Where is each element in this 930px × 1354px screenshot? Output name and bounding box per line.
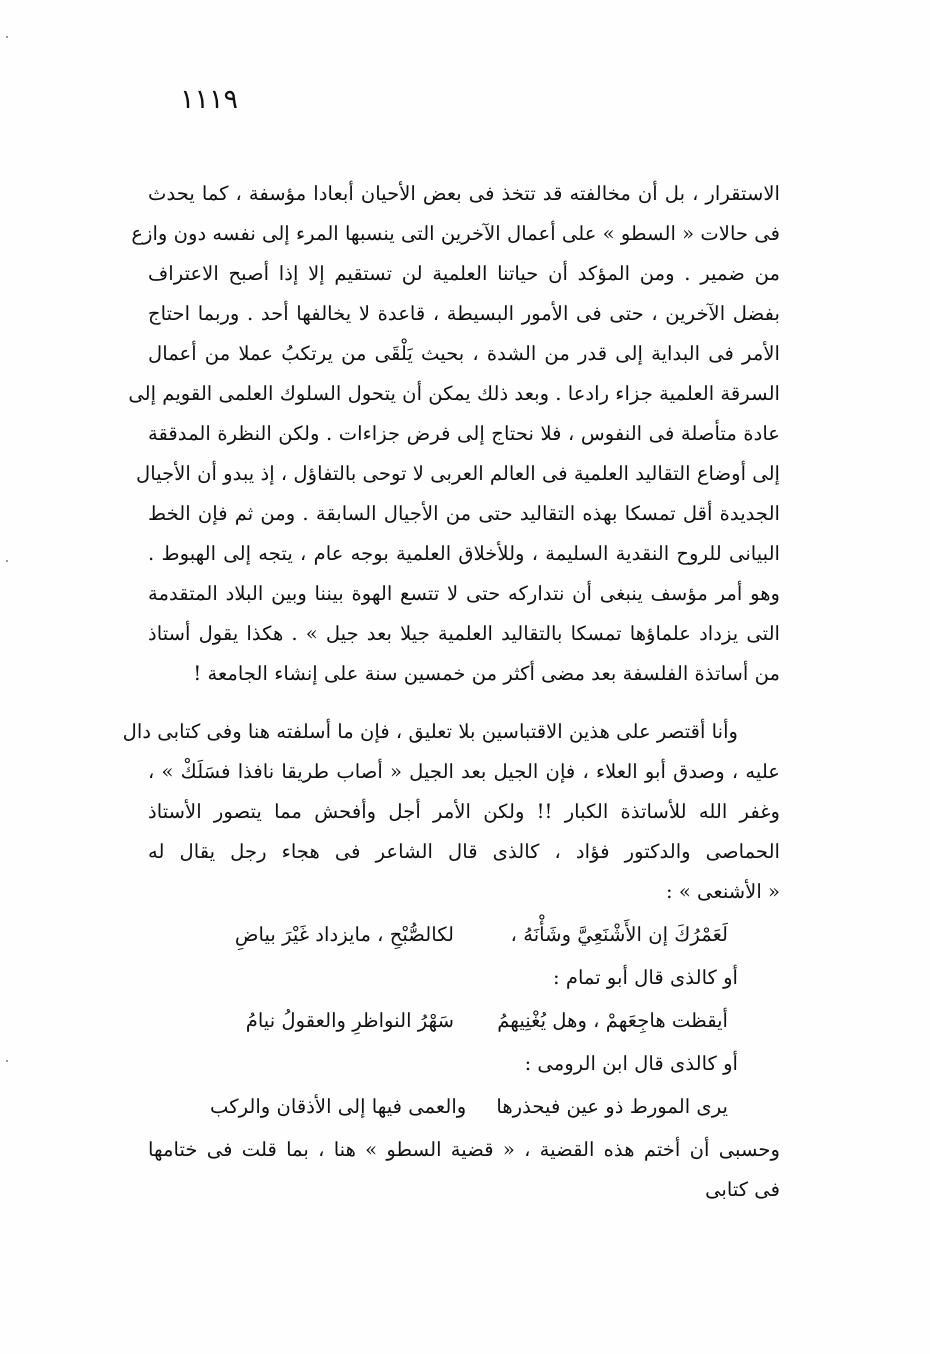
text-line: فى حالات « السطو » على أعمال الآخرين التى ينسبها المرء إلى نفسه دون وازع bbox=[131, 222, 780, 245]
scan-mark bbox=[6, 36, 8, 38]
verse-3 bbox=[148, 1084, 780, 1130]
text-line: وغفر الله للأساتذة الكبار !! ولكن الأمر أجل وأفحش مما يتصور الأستاذ bbox=[148, 800, 780, 823]
text-line: الاستقرار ، بل أن مخالفته قد تتخذ فى بعض الأحيان أبعادا مؤسفة ، كما يحدث bbox=[148, 182, 780, 205]
text-line: بفضل الآخرين ، حتى فى الأمور البسيطة ، قاعدة لا يخالفها أحد . وربما احتاج bbox=[148, 302, 780, 325]
body-text bbox=[122, 174, 780, 1210]
text-line: الجديدة أقل تمسكا بهذه التقاليد حتى من الأجيال السابقة . ومن ثم فإن الخط bbox=[148, 502, 780, 525]
scan-mark bbox=[6, 560, 8, 562]
text-line: من ضمير . ومن المؤكد أن حياتنا العلمية لن تستقيم إلا إذا أصبح الاعتراف bbox=[148, 262, 780, 285]
text-line: وحسبى أن أختم هذه القضية ، « قضية السطو » هنا ، بما قلت فى ختامها bbox=[148, 1138, 780, 1161]
paragraph-1 bbox=[128, 174, 780, 694]
closing-paragraph bbox=[148, 1130, 780, 1210]
text-line: الحماصى والدكتور فؤاد ، كالذى قال الشاعر فى هجاء رجل يقال له bbox=[148, 840, 780, 863]
verse-first-hemistich: لَعَمْرُكَ إن الأَشْنَعِيَّ وشَأْنَهُ ، bbox=[510, 923, 728, 946]
text-line: فى كتابى bbox=[705, 1178, 780, 1201]
text-line: من أساتذة الفلسفة بعد مضى أكثر من خمسين سنة على إنشاء الجامعة ! bbox=[193, 662, 780, 685]
paragraph-2 bbox=[122, 712, 780, 912]
verse-1 bbox=[148, 912, 780, 958]
page-number: ١١١٩ bbox=[180, 84, 239, 115]
verse-second-hemistich: لكالصُّبْحِ ، مايزداد غَيْرَ بياضِ bbox=[234, 923, 454, 946]
text-line: عادة متأصلة فى النفوس ، فلا نحتاج إلى فرض جزاءات . ولكن النظرة المدققة bbox=[148, 422, 780, 445]
verse-second-hemistich: سَهْرُ النواظرِ والعقولُ نيامُ bbox=[245, 1009, 454, 1032]
text-line: وأنا أقتصر على هذين الاقتباسين بلا تعليق ، فإن ما أسلفته هنا وفى كتابى دال bbox=[122, 720, 738, 743]
verse-second-hemistich: والعمى فيها إلى الأذقان والركب bbox=[210, 1095, 467, 1118]
text-line: « الأشنعى » : bbox=[666, 880, 780, 903]
verse-2 bbox=[148, 998, 780, 1044]
text-line: التى يزداد علماؤها تمسكا بالتقاليد العلمية جيلا بعد جيل » . هكذا يقول أستاذ bbox=[148, 622, 780, 645]
text-line: السرقة العلمية جزاء رادعا . وبعد ذلك يمكن أن يتحول السلوك العلمى القويم إلى bbox=[128, 382, 780, 405]
text-line: إلى أوضاع التقاليد العلمية فى العالم العربى لا توحى بالتفاؤل ، إذ يبدو أن الأجيال bbox=[136, 462, 780, 485]
text-line: البيانى للروح النقدية السليمة ، وللأخلاق العلمية بوجه عام ، يتجه إلى الهبوط . bbox=[148, 542, 780, 565]
verse-first-hemistich: أيقظت هاجِعَهمْ ، وهل يُغْنِيهمُ bbox=[497, 1009, 728, 1032]
verse-intro: أو كالذى قال أبو تمام : bbox=[552, 966, 738, 989]
scan-mark bbox=[6, 1060, 8, 1062]
text-line: وهو أمر مؤسف ينبغى أن نتداركه حتى لا تتسع الهوة بيننا وبين البلاد المتقدمة bbox=[148, 582, 780, 605]
text-line: عليه ، وصدق أبو العلاء ، فإن الجيل بعد الجيل « أصاب طريقا نافذا فسَلَكْ » ، bbox=[148, 760, 780, 783]
verse-intro: أو كالذى قال ابن الرومى : bbox=[524, 1052, 738, 1075]
text-line: الأمر فى البداية إلى قدر من الشدة ، بحيث يَلْقَى من يرتكبُ عملا من أعمال bbox=[148, 342, 780, 365]
verse-first-hemistich: يرى المورط ذو عين فيحذرها bbox=[496, 1095, 728, 1118]
